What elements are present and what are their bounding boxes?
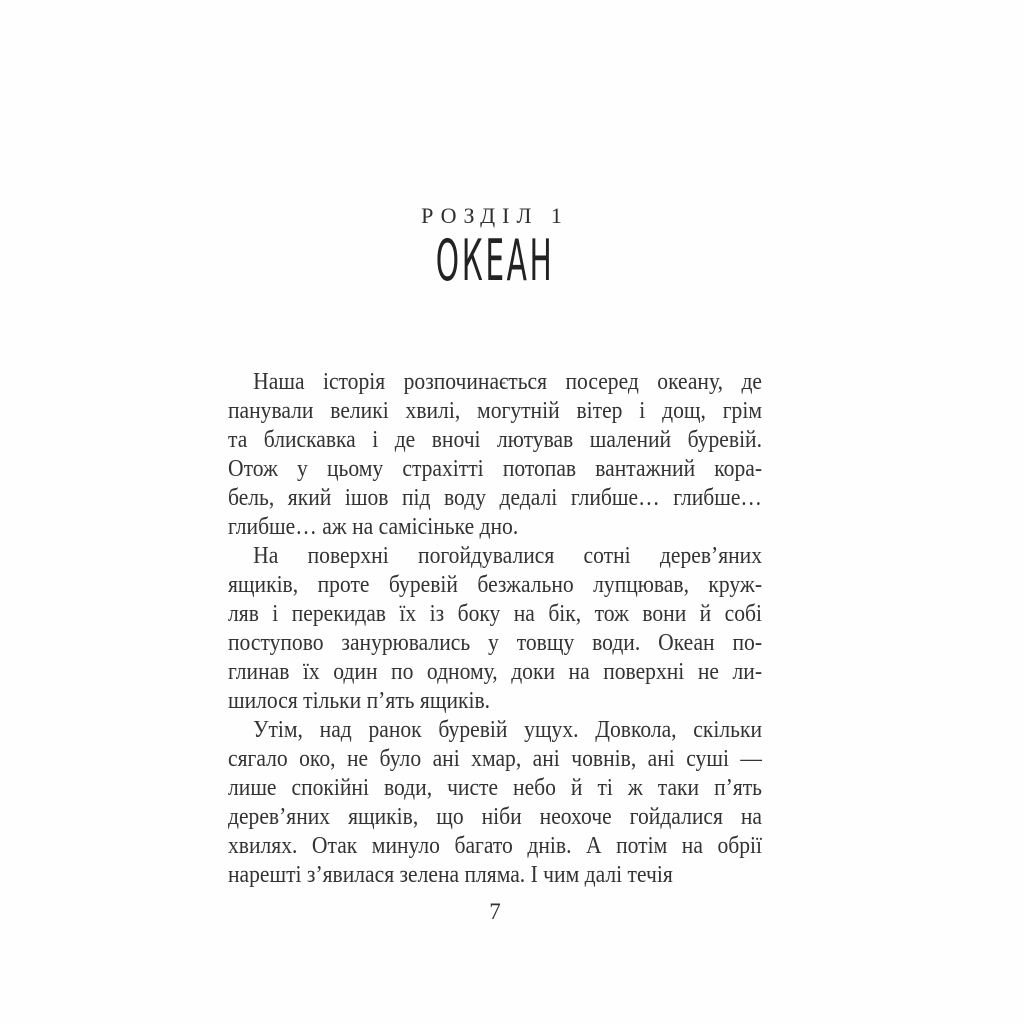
text-line: дерев’яних ящиків, що ніби неохоче гойдалися на xyxy=(228,804,763,830)
text-line: глибше… аж на самісіньке дно. xyxy=(228,514,519,540)
text-block xyxy=(228,368,762,890)
text-line: шилося тільки п’ять ящиків. xyxy=(228,688,491,714)
text-line: Утім, над ранок буревій ущух. Довкола, скільки xyxy=(253,717,763,743)
text-line: нарешті з’явилася зелена пляма. І чим далі течія xyxy=(228,862,673,888)
text-line: поступово занурювались у товщу води. Океан по- xyxy=(228,630,763,656)
text-line: та блискавка і де вночі лютував шалений буревій. xyxy=(228,427,763,453)
text-line: бель, який ішов під воду дедалі глибше… глибше… xyxy=(228,485,763,511)
text-line: панували великі хвилі, могутній вітер і дощ, грім xyxy=(228,398,763,424)
chapter-title xyxy=(228,228,762,294)
text-line: сягало око, не було ані хмар, ані човнів, ані суші — xyxy=(228,746,763,772)
text-line: Отож у цьому страхітті потопав вантажний кора- xyxy=(228,456,763,482)
text-line: Наша історія розпочинається посеред океану, де xyxy=(253,369,763,395)
text-line: лише спокійні води, чисте небо й ті ж таки п’ять xyxy=(228,775,763,801)
text-line: хвилях. Отак минуло багато днів. А потім на обрії xyxy=(228,833,763,859)
chapter-label: РОЗДІЛ 1 xyxy=(421,203,569,228)
text-line: ляв і перекидав їх із боку на бік, тож вони й собі xyxy=(228,601,763,627)
text-line: ящиків, проте буревій безжально лупцював, круж- xyxy=(228,572,763,598)
text-line: На поверхні погойдувалися сотні дерев’яних xyxy=(253,543,763,569)
chapter-title-text: ОКЕАН xyxy=(435,228,555,294)
page-number: 7 xyxy=(489,899,501,924)
text-line: глинав їх один по одному, доки на поверхні не ли- xyxy=(228,659,763,685)
